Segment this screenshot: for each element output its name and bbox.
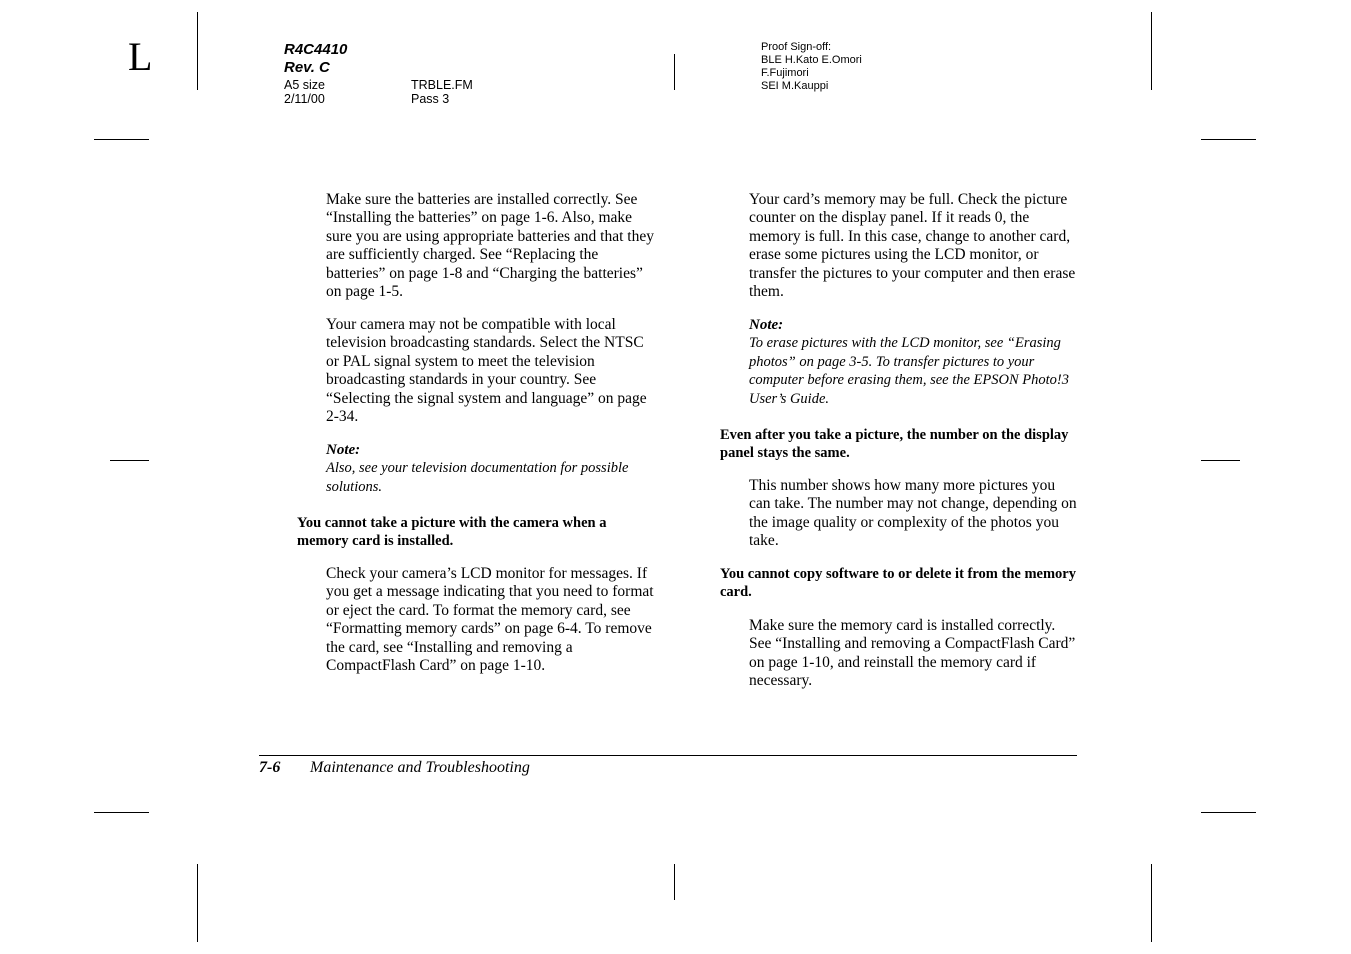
crop-mark-horizontal	[94, 812, 149, 813]
doc-code: R4C4410	[284, 41, 348, 58]
crop-mark-vertical	[1151, 864, 1152, 942]
right-note-title: Note:	[749, 317, 784, 333]
pass-label: Pass 3	[411, 92, 450, 106]
right-paragraph-number-shows: This number shows how many more pictures you can take. The number may not change, depending on the image quality or complexity of the photos you take.	[749, 477, 1077, 550]
crop-mark-horizontal	[110, 460, 149, 461]
crop-mark-vertical	[197, 12, 198, 90]
left-note-text: Also, see your television documentation for possible solutions.	[326, 460, 629, 495]
left-paragraph-lcd-messages: Check your camera’s LCD monitor for messages. If you get a message indicating that you need to format or eject the card. To format the memory card, see “Formatting memory cards” on page 6-4. To remove the card, see “Installing and removing a CompactFlash Card” on page 1-10.	[326, 565, 654, 675]
file-name: TRBLE.FM	[411, 78, 473, 92]
crop-mark-vertical	[674, 864, 675, 900]
right-paragraph-reinstall-card: Make sure the memory card is installed correctly. See “Installing and removing a CompactFlash Card” on page 1-10, and reinstall the memory card if necessary.	[749, 617, 1076, 690]
right-note-text: To erase pictures with the LCD monitor, see “Erasing photos” on page 3-5. To transfer pictures to your computer before erasing them, see the EPSON Photo!3 User’s Guide.	[749, 335, 1070, 407]
page-size: A5 size	[284, 78, 325, 92]
proof-line: BLE H.Kato E.Omori	[761, 54, 862, 66]
crop-mark-horizontal	[1201, 139, 1256, 140]
proof-signoff	[761, 41, 862, 93]
crop-mark-vertical	[197, 864, 198, 942]
crop-mark-vertical	[674, 54, 675, 90]
left-note-title: Note:	[326, 442, 361, 458]
crop-mark-horizontal	[1201, 812, 1256, 813]
doc-date: 2/11/00	[284, 92, 325, 106]
left-paragraph-batteries: Make sure the batteries are installed correctly. See “Installing the batteries” on page 1-6. Also, make sure you are using appropriate batteries and that they are sufficiently charged. See “Replacing the batteries” on page 1-8 and “Charging the batteries” on page 1-5.	[326, 191, 654, 301]
right-paragraph-memory-full: Your card’s memory may be full. Check the picture counter on the display panel. If it reads 0, the memory is full. In this case, change to another card, erase some pictures using the LCD monitor, or transfer the pictures to your computer and then erase them.	[749, 191, 1076, 301]
footer-page-number: 7-6	[259, 759, 281, 776]
crop-mark-horizontal	[1201, 460, 1240, 461]
corner-letter: L	[128, 34, 153, 79]
right-heading-number-same: Even after you take a picture, the number on the display panel stays the same.	[720, 427, 1069, 462]
left-paragraph-tv-standards: Your camera may not be compatible with local television broadcasting standards. Select the NTSC or PAL signal system to meet the television broadcasting standards in your country. See “Selecting the signal system and language” on page 2-34.	[326, 316, 647, 426]
footer-section-title: Maintenance and Troubleshooting	[310, 759, 530, 776]
footer-rule	[259, 755, 1077, 756]
right-heading-copy-software: You cannot copy software to or delete it from the memory card.	[720, 566, 1076, 601]
revision: Rev. C	[284, 59, 330, 76]
crop-mark-vertical	[1151, 12, 1152, 90]
proof-line: SEI M.Kauppi	[761, 80, 829, 92]
crop-mark-horizontal	[94, 139, 149, 140]
proof-line: F.Fujimori	[761, 67, 809, 79]
left-heading-memory-card: You cannot take a picture with the camera when a memory card is installed.	[297, 515, 607, 550]
proof-line: Proof Sign-off:	[761, 41, 832, 53]
